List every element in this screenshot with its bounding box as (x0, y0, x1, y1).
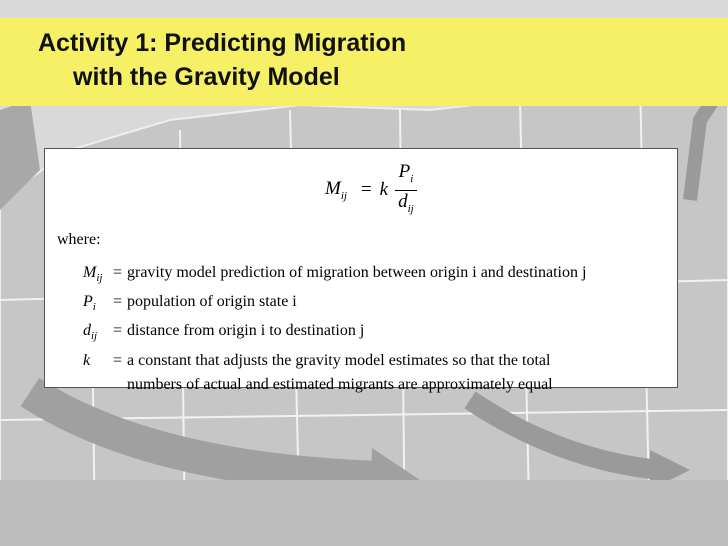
equation-fraction (394, 161, 418, 220)
equation-constant: k (379, 179, 389, 201)
where-label: where: (57, 231, 101, 248)
definition-row (83, 290, 586, 319)
definition-text: distance from origin i to destination j (127, 322, 365, 340)
definition-equals: = (113, 351, 123, 369)
fraction-numerator: $P_i$ (395, 161, 418, 191)
formula-panel (44, 148, 678, 393)
definition-symbol: k (83, 351, 91, 369)
slide-title (38, 26, 406, 94)
definition-symbol: $P_i$ (83, 293, 96, 314)
definitions-list (83, 261, 586, 397)
definition-symbol: $M_{ij}$ (83, 264, 103, 285)
definition-equals: = (113, 293, 123, 311)
equation-lhs: $M_{ij}$ (325, 178, 347, 203)
definition-text: population of origin state i (127, 293, 297, 311)
definition-equals: = (113, 264, 123, 281)
definition-row (83, 349, 586, 397)
title-line-2: with the Gravity Model (73, 63, 340, 91)
gravity-equation (325, 161, 418, 220)
definition-text: gravity model prediction of migration between origin i and destination j (127, 264, 587, 281)
definition-text: a constant that adjusts the gravity model estimates so that the total numbers of actual and estimated migrants are approximately equal (127, 351, 553, 393)
fraction-denominator: $d_{ij}$ (398, 190, 414, 215)
title-line-1: Activity 1: Predicting Migration (38, 29, 407, 57)
definition-symbol: $d_{ij}$ (83, 322, 98, 343)
definition-row (83, 261, 586, 290)
equation-equals: = (360, 179, 372, 201)
definition-row (83, 319, 586, 348)
definition-equals: = (113, 322, 123, 340)
